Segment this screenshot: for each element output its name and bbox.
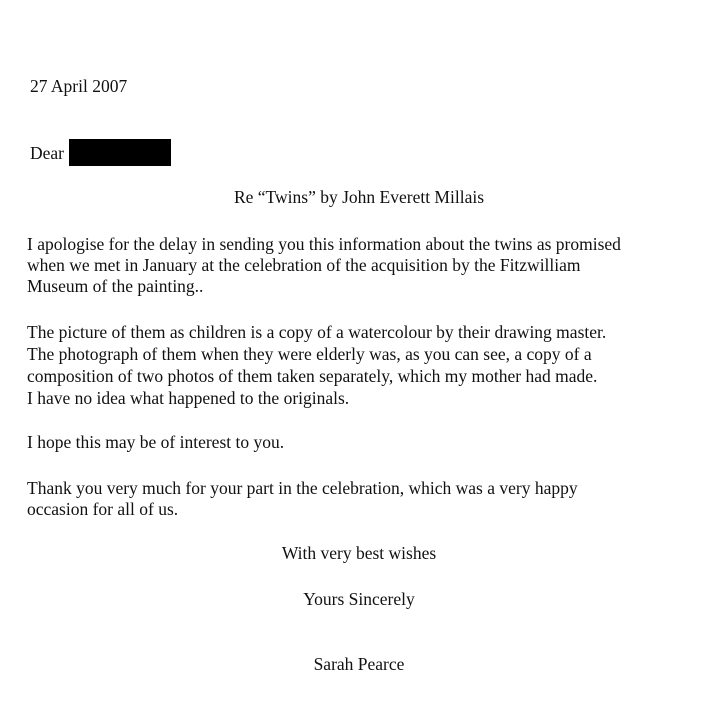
- letter-date: 27 April 2007: [30, 76, 128, 96]
- paragraph-2-line-4: I have no idea what happened to the originals.: [27, 388, 350, 408]
- subject-line: Re “Twins” by John Everett Millais: [233, 187, 485, 207]
- paragraph-1-line-2: when we met in January at the celebration of the acquisition by the Fitzwilliam: [27, 255, 581, 275]
- paragraph-1-line-3: Museum of the painting..: [27, 276, 204, 296]
- sign-off: Yours Sincerely: [303, 589, 415, 609]
- paragraph-4-line-1: Thank you very much for your part in the celebration, which was a very happy: [27, 478, 578, 498]
- salutation: Dear: [30, 143, 65, 163]
- paragraph-2-line-2: The photograph of them when they were elderly was, as you can see, a copy of a: [27, 344, 592, 364]
- paragraph-1-line-1: I apologise for the delay in sending you this information about the twins as promised: [27, 234, 621, 254]
- paragraph-2-line-1: The picture of them as children is a copy of a watercolour by their drawing master.: [27, 322, 607, 342]
- paragraph-2-line-3: composition of two photos of them taken separately, which my mother had made.: [27, 366, 598, 386]
- paragraph-3-line-1: I hope this may be of interest to you.: [27, 432, 285, 452]
- signature-name: Sarah Pearce: [313, 654, 405, 674]
- closing-wishes: With very best wishes: [281, 543, 437, 563]
- redacted-recipient-name: [69, 139, 171, 166]
- paragraph-4-line-2: occasion for all of us.: [27, 499, 179, 519]
